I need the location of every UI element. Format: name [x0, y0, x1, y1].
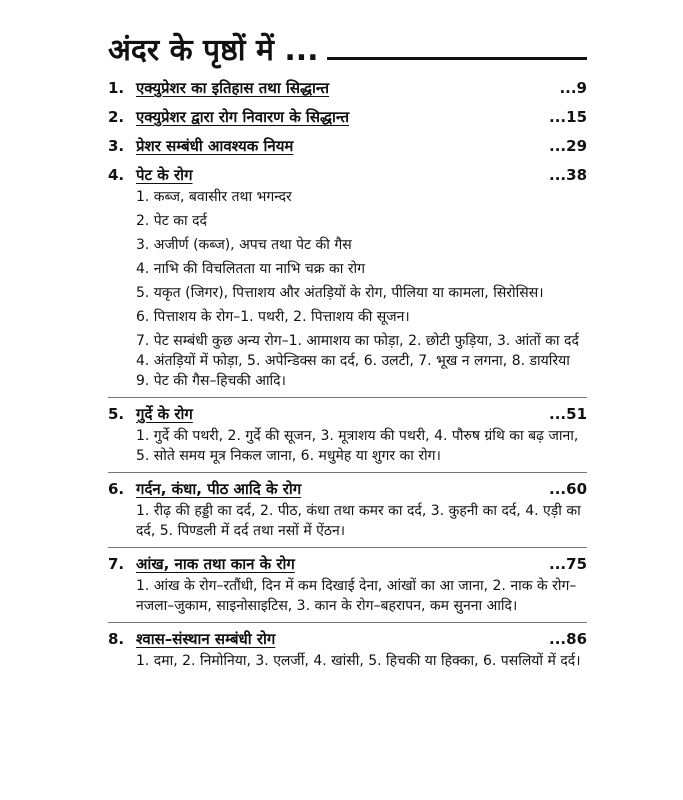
- chapter-title: गुर्दे के रोग: [136, 405, 193, 423]
- subtopic-item: 4. नाभि की विचलितता या नाभि चक्र का रोग: [136, 261, 366, 277]
- chapter-label: [108, 479, 301, 499]
- chapter-entry[interactable]: [108, 136, 587, 156]
- chapter-entry[interactable]: [108, 78, 587, 98]
- chapter-label: [108, 78, 329, 98]
- chapter-number: 3.: [108, 137, 125, 155]
- chapter-title: प्रेशर सम्बंधी आवश्यक नियम: [136, 137, 294, 155]
- subtopic-item: 2. पेट का दर्द: [136, 213, 207, 229]
- heading-rule: [327, 57, 587, 60]
- subtopic-item: 7. पेट सम्बंधी कुछ अन्य रोग–1. आमाशय का फोड़ा, 2. छोटी फुड़िया, 3. आंतों का दर्द 4. अंतड़ियों में फोड़ा, 5. अपेन्डिक्स का दर्द, 6. उलटी, 7. भूख न लगना, 8. डायरिया 9. पेट की गैस–हिचकी आदि।: [136, 333, 579, 389]
- chapter-entry[interactable]: [108, 629, 587, 649]
- subtopic-item: 5. यकृत (जिगर), पित्ताशय और अंतड़ियों के रोग, पीलिया या कामला, सिरोसिस।: [136, 285, 544, 301]
- chapter-label: [108, 404, 193, 424]
- chapter-page-number: ...60: [549, 480, 587, 498]
- chapter-number: 8.: [108, 630, 125, 648]
- chapter-divider: [108, 547, 587, 548]
- subtopic-item: 1. कब्ज, बवासीर तथा भगन्दर: [136, 189, 292, 205]
- chapter-entry[interactable]: [108, 554, 587, 574]
- chapter-title: गर्दन, कंधा, पीठ आदि के रोग: [136, 480, 302, 498]
- chapter-number: 6.: [108, 480, 125, 498]
- chapter-page-number: ...15: [549, 108, 587, 126]
- subtopic-item: 1. दमा, 2. निमोनिया, 3. एलर्जी, 4. खांसी, 5. हिचकी या हिक्का, 6. पसलियों में दर्द।: [136, 653, 581, 669]
- chapter-divider: [108, 622, 587, 623]
- chapter-label: [108, 554, 295, 574]
- chapter-entry[interactable]: [108, 479, 587, 499]
- chapter-number: 7.: [108, 555, 125, 573]
- chapter-divider: [108, 397, 587, 398]
- chapter-entry[interactable]: [108, 404, 587, 424]
- subtopic-item: 1. गुर्दे की पथरी, 2. गुर्दे की सूजन, 3. मूत्राशय की पथरी, 4. पौरुष ग्रंथि का बढ़ जाना, 5. सोते समय मूत्र निकल जाना, 6. मधुमेह या शुगर का रोग।: [136, 428, 579, 464]
- chapter-label: [108, 629, 275, 649]
- subtopic-item: 1. आंख के रोग–रतौंधी, दिन में कम दिखाई देना, आंखों का आ जाना, 2. नाक के रोग–नजला–जुकाम, साइनोसाइटिस, 3. कान के रोग–बहरापन, कम सुनना आदि।: [136, 578, 577, 614]
- chapter-label: [108, 165, 193, 185]
- table-of-contents: [108, 78, 587, 671]
- chapter-title: श्वास–संस्थान सम्बंधी रोग: [136, 630, 276, 648]
- chapter-divider: [108, 472, 587, 473]
- chapter-subtopics: [136, 426, 587, 466]
- chapter-entry[interactable]: [108, 165, 587, 185]
- chapter-subtopics: [136, 187, 587, 391]
- chapter-number: 4.: [108, 166, 125, 184]
- chapter-page-number: ...51: [549, 405, 587, 423]
- chapter-subtopics: [136, 576, 587, 616]
- chapter-number: 1.: [108, 79, 125, 97]
- chapter-page-number: ...9: [559, 79, 587, 97]
- chapter-title: आंख, नाक तथा कान के रोग: [136, 555, 295, 573]
- chapter-title: एक्युप्रेशर का इतिहास तथा सिद्धान्त: [136, 79, 330, 97]
- chapter-label: [108, 107, 349, 127]
- chapter-subtopics: [136, 501, 587, 541]
- chapter-page-number: ...75: [549, 555, 587, 573]
- chapter-page-number: ...29: [549, 137, 587, 155]
- chapter-label: [108, 136, 293, 156]
- contents-heading: अंदर के पृष्ठों में ...: [108, 33, 319, 68]
- chapter-page-number: ...38: [549, 166, 587, 184]
- chapter-page-number: ...86: [549, 630, 587, 648]
- subtopic-item: 1. रीढ़ की हड्डी का दर्द, 2. पीठ, कंधा तथा कमर का दर्द, 3. कुहनी का दर्द, 4. एड़ी का दर्द, 5. पिण्डली में दर्द तथा नसों में ऐंठन।: [136, 503, 581, 539]
- chapter-title: एक्युप्रेशर द्वारा रोग निवारण के सिद्धान्त: [136, 108, 349, 126]
- chapter-number: 5.: [108, 405, 125, 423]
- subtopic-item: 3. अजीर्ण (कब्ज), अपच तथा पेट की गैस: [136, 237, 352, 253]
- subtopic-item: 6. पित्ताशय के रोग–1. पथरी, 2. पित्ताशय की सूजन।: [136, 309, 410, 325]
- chapter-subtopics: [136, 651, 587, 671]
- chapter-entry[interactable]: [108, 107, 587, 127]
- chapter-title: पेट के रोग: [136, 166, 193, 184]
- contents-heading-row: [108, 18, 587, 66]
- chapter-number: 2.: [108, 108, 125, 126]
